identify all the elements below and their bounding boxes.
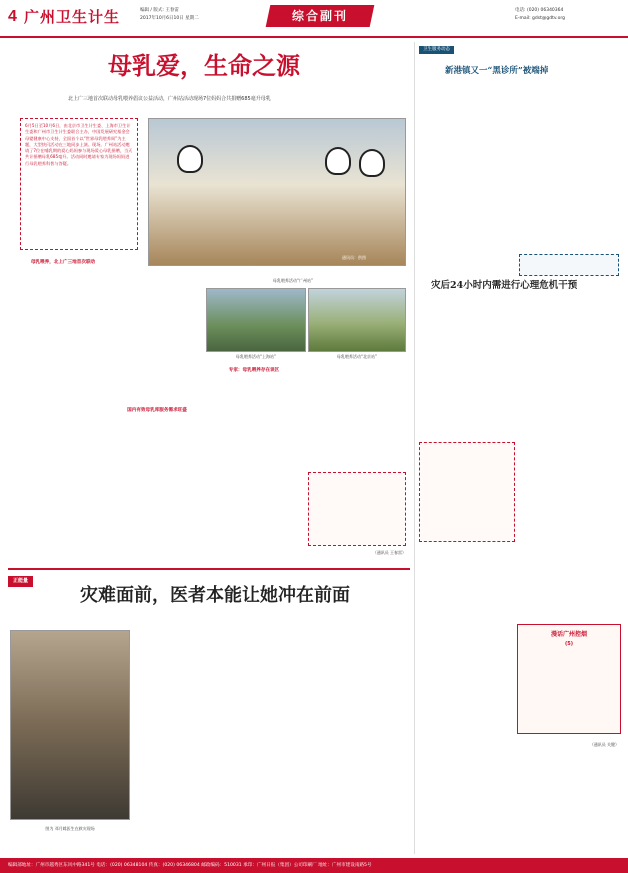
article-photo-2 (206, 288, 306, 352)
bottom-headline: 灾难面前，医者本能让她冲在前面 (80, 585, 350, 606)
article-column-2 (112, 258, 202, 558)
article-photo-3 (308, 288, 406, 352)
main-photo-caption: 通讯员：供图 (342, 255, 366, 260)
article-column-3 (206, 366, 302, 556)
bottom-article (8, 568, 410, 854)
section-head-1: 母乳喂养，北上广三地首次联动 (30, 260, 96, 265)
promo-title: 漫话广州控烟 (550, 631, 587, 638)
right-tag: 卫生服务动态 (419, 46, 454, 54)
page-footer: 编辑部地址：广州市越秀区东风中路341号 电话：(020) 06348104 传真：(020) 06346804 邮政编码：510031 承印：广州日报（集团）公司印刷厂 地址：广州市建设南路5号 (0, 858, 628, 873)
issue-date: 2017年10月6日10日 星期二 (140, 16, 199, 22)
header-email: E-mail: gdst@gdtv.org (515, 16, 565, 22)
page-number: 4 (8, 8, 17, 25)
right-column (414, 42, 622, 854)
masthead-logo: 广州卫生计生 (24, 8, 121, 26)
right-byline: （通讯员 关键） (589, 742, 619, 747)
right-headline-1: 新港镇又一“黑诊所”被端掉 (445, 66, 549, 76)
editor-line: 编辑 / 版式: 王春雷 (140, 8, 179, 13)
main-photo (148, 118, 406, 266)
photo3-caption: 母乳喂养活动“上海站” (235, 354, 277, 359)
main-headline: 母乳爱，生命之源 (108, 51, 300, 80)
section-title: 综合副刊 (291, 9, 348, 23)
pull-quote-box (308, 472, 406, 546)
header-phone: 电话: (020) 06340364 (515, 8, 564, 13)
promo-number: (5) (564, 641, 574, 648)
main-subheadline: 北上广三地首次联动母乳喂养倡议公益活动，广州站活动现场7位妈妈合共捐赠685毫升母乳 (68, 96, 271, 102)
photo2-caption: 母乳喂养活动“广州站” (272, 278, 314, 283)
positive-energy-tag: 正能量 (8, 576, 33, 587)
right-headline-2: 灾后24小时内需进行心理危机干预 (431, 280, 578, 291)
header-contact (515, 8, 625, 24)
panda-mascot-icon (359, 149, 385, 177)
section-head-2: 国内有效母乳库服务需求旺盛 (127, 408, 187, 413)
right-highlight-box (419, 442, 515, 542)
article-byline: （通讯员 王春雷） (372, 550, 406, 555)
panda-mascot-icon (177, 145, 203, 173)
bottom-photo (10, 630, 130, 820)
right-note-box (519, 254, 619, 276)
bottom-photo-caption: 图为 邓月嫦医生在救灾现场 (45, 826, 95, 831)
article-column-1 (18, 258, 108, 558)
header-meta (140, 8, 250, 24)
photo4-caption: 母乳喂养活动“北京站” (336, 354, 378, 359)
section-banner (266, 5, 375, 27)
lead-paragraph: 6月5日至10月6日，由北京市卫生计生委、上海市卫生计生委和广州市卫生计生委联合主办，中国发展研究基金会母婴健康中心支持，全国首个以“世界母乳喂养周”为主题，大型快闪活动在三地同步上演。现场，广州站活动邀请了7位在哺乳期的爱心妈妈参与现场爱心母乳捐赠，当天共计捐赠母乳685毫升。活动同时邀请专家为现场妈妈进行母乳喂养科普与答疑。 (20, 118, 138, 250)
section-head-3: 专家：母乳喂养存在误区 (228, 368, 280, 373)
tobacco-control-promo (517, 624, 621, 734)
page-header (0, 0, 628, 38)
main-article (8, 42, 410, 564)
panda-mascot-icon (325, 147, 351, 175)
